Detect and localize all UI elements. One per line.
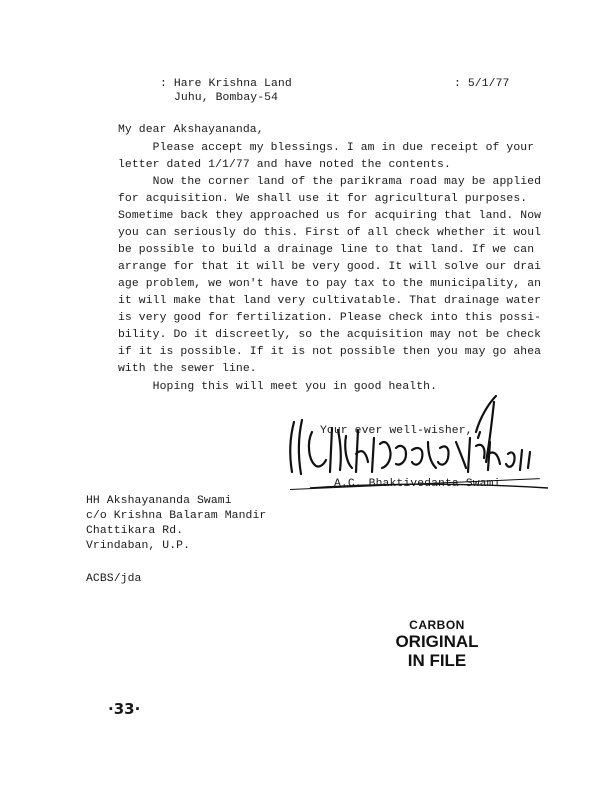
body-line: arrange for that it will be very good. It will solve our drai	[118, 261, 542, 273]
reference-initials: ACBS/jda	[86, 573, 142, 585]
body-line: with the sewer line.	[118, 363, 257, 375]
letter-date: : 5/1/77	[454, 78, 510, 90]
salutation: My dear Akshayananda,	[118, 124, 264, 136]
body-line: be possible to build a drainage line to that land. If we can	[118, 244, 535, 256]
body-line: if it is possible. If it is not possible then you may go ahea	[118, 346, 542, 358]
carbon-original-stamp	[382, 618, 492, 670]
body-line: Sometime back they approached us for acquiring that land. Now	[118, 210, 542, 222]
stamp-line3: IN FILE	[407, 651, 467, 670]
sender-address-line2: Juhu, Bombay-54	[174, 92, 279, 104]
stamp-line1: CARBON	[409, 618, 465, 632]
stamp-line2: ORIGINAL	[395, 632, 479, 651]
body-line: is very good for fertilization. Please check into this possi-	[118, 312, 542, 324]
body-line: for acquisition. We shall use it for agricultural purposes.	[118, 193, 528, 205]
recipient-line: Chattikara Rd.	[86, 525, 184, 537]
body-line: age problem, we won't have to pay tax to the municipality, an	[118, 278, 542, 290]
closing: Your ever well-wisher,	[320, 425, 473, 437]
body-line: you can seriously do this. First of all check whether it woul	[118, 227, 542, 239]
recipient-line: HH Akshayananda Swami	[86, 495, 232, 507]
body-line: it will make that land very cultivatable. That drainage water	[118, 295, 542, 307]
marginal-mark: ·33·	[108, 700, 141, 718]
body-line: Hoping this will meet you in good health.	[118, 381, 438, 393]
recipient-line: Vrindaban, U.P.	[86, 540, 191, 552]
body-line: bility. Do it discreetly, so the acquisition may not be check	[118, 329, 542, 341]
sender-address-line1: : Hare Krishna Land	[160, 78, 292, 90]
body-line: Now the corner land of the parikrama road may be applied	[118, 176, 542, 188]
recipient-line: c/o Krishna Balaram Mandir	[86, 510, 267, 522]
signer-name: A.C. Bhaktivedanta Swami	[334, 478, 501, 490]
body-line: letter dated 1/1/77 and have noted the contents.	[118, 159, 451, 171]
body-line: Please accept my blessings. I am in due receipt of your	[118, 142, 535, 154]
